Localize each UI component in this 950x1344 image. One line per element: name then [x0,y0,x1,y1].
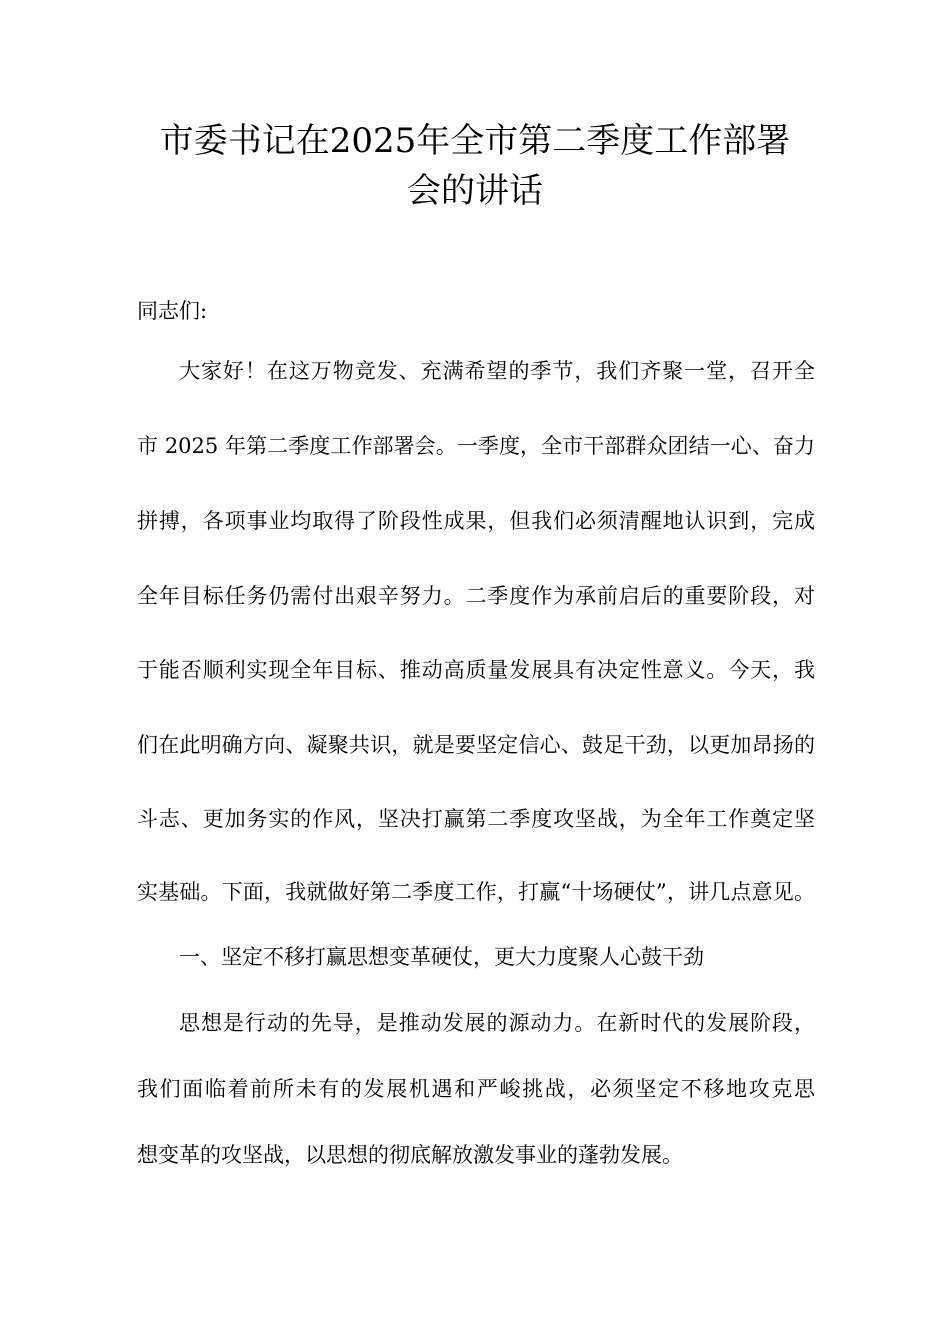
document-title-line-1: 市委书记在2025年全市第二季度工作部署 [159,121,791,161]
paragraph-line: 于能否顺利实现全年目标、推动高质量发展具有决定性意义。今天，我 [137,658,815,682]
paragraph-line: 大家好！在这万物竞发、充满希望的季节，我们齐聚一堂，召开全 [179,359,815,383]
paragraph-line: 们在此明确方向、凝聚共识，就是要坚定信心、鼓足干劲，以更加昂扬的 [137,733,815,757]
paragraph-line: 想变革的攻坚战，以思想的彻底解放激发事业的蓬勃发展。 [137,1143,683,1167]
salutation: 同志们: [137,299,208,323]
document-title-line-2: 会的讲话 [407,171,543,211]
section-heading-1: 一、坚定不移打赢思想变革硬仗，更大力度聚人心鼓干劲 [179,945,704,969]
paragraph-line: 实基础。下面，我就做好第二季度工作，打赢“十场硬仗”，讲几点意见。 [137,880,815,904]
paragraph-line: 思想是行动的先导，是推动发展的源动力。在新时代的发展阶段， [179,1011,815,1035]
paragraph-line: 斗志、更加务实的作风，坚决打赢第二季度攻坚战，为全年工作奠定坚 [137,807,815,831]
paragraph-line: 全年目标任务仍需付出艰辛努力。二季度作为承前启后的重要阶段，对 [137,584,815,608]
paragraph-line: 我们面临着前所未有的发展机遇和严峻挑战，必须坚定不移地攻克思 [137,1077,815,1101]
paragraph-line: 拼搏，各项事业均取得了阶段性成果，但我们必须清醒地认识到，完成 [137,509,815,533]
paragraph-line: 市 2025 年第二季度工作部署会。一季度，全市干部群众团结一心、奋力 [137,434,815,458]
